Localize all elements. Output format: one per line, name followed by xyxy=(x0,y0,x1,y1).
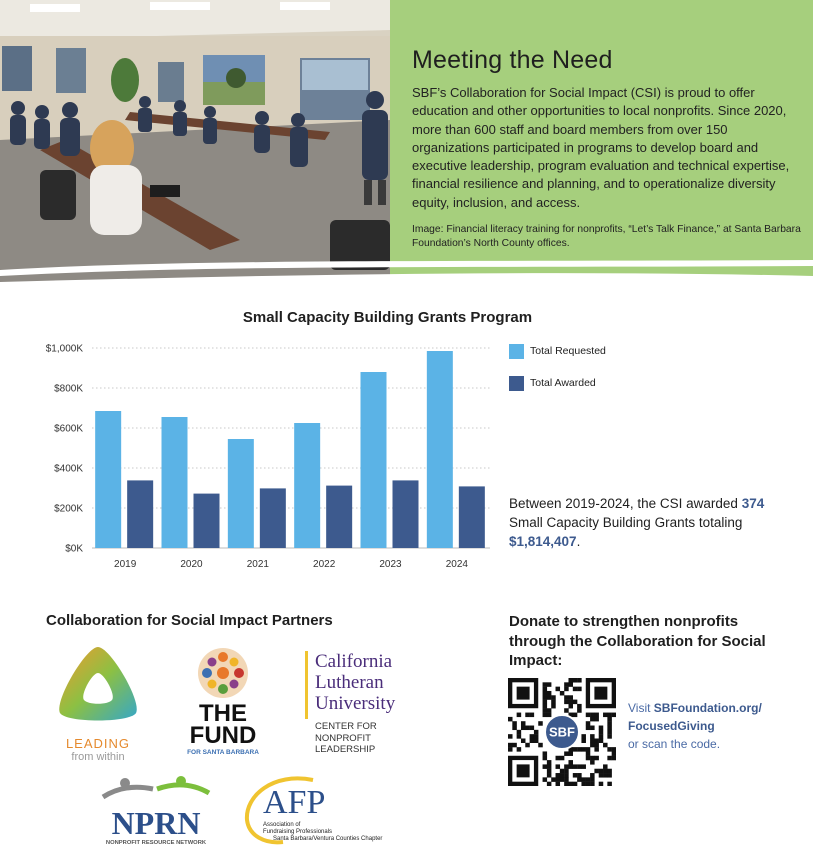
qr-module xyxy=(560,769,565,774)
clu-line1: California xyxy=(315,651,393,672)
qr-module xyxy=(547,713,552,718)
qr-module xyxy=(547,782,552,786)
legend-item-requested xyxy=(509,342,606,360)
qr-module xyxy=(564,782,569,786)
qr-module xyxy=(603,769,608,774)
qr-module xyxy=(508,747,513,752)
qr-module xyxy=(547,764,552,769)
qr-module xyxy=(599,773,604,778)
image-caption: Image: Financial literacy training for nonprofits, “Let’s Talk Finance,” at Santa Barbara Foundation’s North County offices. xyxy=(412,224,801,249)
qr-module xyxy=(530,726,535,731)
summary-lead: Between 2019-2024, the CSI awarded xyxy=(509,496,738,511)
qr-module xyxy=(586,782,591,786)
x-tick-label: 2019 xyxy=(114,559,137,570)
nprn-logo xyxy=(97,775,215,847)
qr-module xyxy=(530,713,535,718)
bar-total-requested-2024 xyxy=(427,351,453,548)
clu-line2: Lutheran xyxy=(315,672,384,693)
qr-module xyxy=(521,726,526,731)
afp-main: AFP xyxy=(263,784,326,821)
afp-sub1: Association of xyxy=(263,822,301,828)
grants-summary xyxy=(509,494,779,551)
bar-total-awarded-2023 xyxy=(393,480,419,548)
qr-module xyxy=(568,704,573,709)
qr-module xyxy=(586,747,591,752)
qr-module xyxy=(594,713,599,718)
qr-module xyxy=(573,713,578,718)
donate-qr-code[interactable] xyxy=(508,678,616,786)
qr-module xyxy=(564,687,569,692)
qr-module xyxy=(551,777,556,782)
legend-label-requested: Total Requested xyxy=(530,345,606,357)
y-tick-label: $200K xyxy=(54,503,83,515)
qr-module xyxy=(508,734,513,739)
page-title: Meeting the Need xyxy=(412,46,613,74)
afp-logo xyxy=(243,772,403,852)
y-tick-label: $1,000K xyxy=(45,343,83,355)
qr-module xyxy=(560,756,565,761)
bar-total-requested-2023 xyxy=(361,372,387,548)
qr-module xyxy=(612,747,616,752)
intro-paragraph: SBF’s Collaboration for Social Impact (CSI) is proud to offer education and other opportunities to local nonprofits. Since 2020, more than 600 staff and board members from over 150 organizations participated in programs to develop board and executive leadership, program evaluation and technical expertise, financial resilience and planning, and to operationalize diversity equity, inclusion, and access. xyxy=(412,85,790,210)
fund-line2: FUND xyxy=(189,722,257,749)
x-tick-label: 2023 xyxy=(379,559,402,570)
legend-item-awarded xyxy=(509,374,606,392)
qr-module xyxy=(564,682,569,687)
bar-total-awarded-2020 xyxy=(194,494,220,548)
qr-module xyxy=(607,734,612,739)
qr-module xyxy=(551,704,556,709)
qr-module xyxy=(538,721,543,726)
summary-total: $1,814,407 xyxy=(509,534,577,549)
qr-module xyxy=(564,764,569,769)
qr-module xyxy=(543,777,548,782)
qr-module xyxy=(543,756,548,761)
qr-module xyxy=(547,691,552,696)
qr-module xyxy=(599,769,604,774)
qr-module xyxy=(603,764,608,769)
qr-module xyxy=(568,678,573,683)
qr-module xyxy=(530,738,535,743)
bar-total-awarded-2024 xyxy=(459,486,485,548)
qr-module xyxy=(607,713,612,718)
qr-module xyxy=(590,773,595,778)
qr-module xyxy=(586,726,591,731)
qr-module xyxy=(543,708,548,713)
bar-total-requested-2019 xyxy=(95,411,121,548)
y-tick-label: $600K xyxy=(54,423,83,435)
qr-module xyxy=(525,726,530,731)
qr-module xyxy=(521,721,526,726)
qr-module xyxy=(534,734,539,739)
qr-module xyxy=(521,738,526,743)
bar-total-awarded-2021 xyxy=(260,488,286,548)
qr-module xyxy=(564,777,569,782)
qr-module xyxy=(612,751,616,756)
nprn-main: NPRN xyxy=(111,805,201,841)
legend-swatch-awarded xyxy=(509,376,524,391)
qr-module xyxy=(590,738,595,743)
qr-module xyxy=(547,708,552,713)
qr-module xyxy=(568,751,573,756)
qr-module xyxy=(594,738,599,743)
leading-from-within-logo xyxy=(50,643,146,763)
qr-module xyxy=(564,769,569,774)
intro-panel xyxy=(412,46,802,250)
qr-module xyxy=(543,695,548,700)
x-tick-label: 2024 xyxy=(445,559,468,570)
qr-module xyxy=(573,764,578,769)
qr-module xyxy=(607,769,612,774)
qr-module xyxy=(547,695,552,700)
qr-module xyxy=(581,734,586,739)
qr-module xyxy=(556,773,561,778)
qr-module xyxy=(568,764,573,769)
qr-module xyxy=(538,743,543,748)
qr-module xyxy=(599,738,604,743)
y-tick-label: $0K xyxy=(65,543,83,555)
qr-module xyxy=(607,773,612,778)
x-tick-label: 2022 xyxy=(313,559,336,570)
qr-module xyxy=(594,743,599,748)
legend-swatch-requested xyxy=(509,344,524,359)
qr-finder-core xyxy=(517,687,530,700)
qr-module xyxy=(547,760,552,765)
qr-finder-core xyxy=(517,764,530,777)
header-band xyxy=(0,0,813,282)
qr-module xyxy=(517,734,522,739)
qr-module xyxy=(543,687,548,692)
qr-module xyxy=(543,713,548,718)
y-tick-label: $400K xyxy=(54,463,83,475)
qr-module xyxy=(508,743,513,748)
afp-sub3: Santa Barbara/Ventura Counties Chapter xyxy=(273,836,383,842)
visit-text xyxy=(628,699,813,753)
qr-module xyxy=(517,713,522,718)
qr-module xyxy=(564,751,569,756)
bar-total-requested-2020 xyxy=(162,417,188,548)
qr-module xyxy=(573,700,578,705)
clu-sub3: LEADERSHIP xyxy=(315,744,376,755)
qr-module xyxy=(568,700,573,705)
qr-module xyxy=(517,730,522,735)
bar-total-awarded-2022 xyxy=(326,486,352,548)
qr-module xyxy=(512,721,517,726)
qr-module xyxy=(577,687,582,692)
qr-module xyxy=(603,773,608,778)
bar-total-requested-2022 xyxy=(294,423,320,548)
nprn-people-icon xyxy=(97,775,215,803)
nprn-sub: NONPROFIT RESOURCE NETWORK xyxy=(105,840,207,846)
qr-module xyxy=(534,738,539,743)
qr-module xyxy=(543,751,548,756)
qr-module xyxy=(530,734,535,739)
qr-module xyxy=(577,678,582,683)
qr-module xyxy=(590,782,595,786)
qr-module xyxy=(556,777,561,782)
clu-line3: University xyxy=(315,693,396,714)
clu-logo xyxy=(305,651,425,761)
qr-module xyxy=(573,678,578,683)
qr-module xyxy=(581,764,586,769)
qr-module xyxy=(543,764,548,769)
chart-title: Small Capacity Building Grants Program xyxy=(242,309,533,326)
qr-module xyxy=(525,713,530,718)
qr-module xyxy=(577,773,582,778)
bar-total-requested-2021 xyxy=(228,439,254,548)
the-fund-logo xyxy=(183,647,263,759)
qr-module xyxy=(577,747,582,752)
fund-line1: THE xyxy=(199,700,247,727)
qr-module xyxy=(512,726,517,731)
x-tick-label: 2020 xyxy=(180,559,203,570)
fund-mandala-icon xyxy=(197,647,249,699)
qr-module xyxy=(607,721,612,726)
clu-sub1: CENTER FOR xyxy=(315,721,377,732)
qr-module xyxy=(560,773,565,778)
qr-module xyxy=(599,726,604,731)
qr-module xyxy=(568,695,573,700)
qr-module xyxy=(573,782,578,786)
qr-module xyxy=(577,764,582,769)
qr-module xyxy=(586,777,591,782)
qr-module xyxy=(590,760,595,765)
partners-title: Collaboration for Social Impact Partners xyxy=(46,612,333,629)
qr-module xyxy=(512,743,517,748)
qr-module xyxy=(573,687,578,692)
qr-module xyxy=(607,782,612,786)
qr-module xyxy=(590,743,595,748)
qr-module xyxy=(564,700,569,705)
fund-line3: FOR SANTA BARBARA xyxy=(187,749,259,756)
qr-module xyxy=(581,782,586,786)
qr-module xyxy=(556,756,561,761)
clu-gold-bar xyxy=(305,651,308,719)
qr-module xyxy=(607,730,612,735)
qr-finder-core xyxy=(594,687,607,700)
qr-center-label: SBF xyxy=(549,724,575,740)
qr-module xyxy=(508,717,513,722)
y-tick-label: $800K xyxy=(54,383,83,395)
x-tick-label: 2021 xyxy=(246,559,269,570)
summary-middle: Small Capacity Building Grants totaling xyxy=(509,515,743,530)
qr-module xyxy=(594,747,599,752)
leading-triangle-icon xyxy=(50,643,146,725)
qr-module xyxy=(525,743,530,748)
qr-module xyxy=(607,756,612,761)
donate-link-part1[interactable]: SBFoundation.org/ xyxy=(653,701,762,715)
qr-module xyxy=(594,717,599,722)
qr-module xyxy=(586,713,591,718)
summary-count: 374 xyxy=(741,496,765,511)
qr-module xyxy=(590,734,595,739)
legend-label-awarded: Total Awarded xyxy=(530,377,596,389)
qr-module xyxy=(590,713,595,718)
qr-module xyxy=(551,700,556,705)
qr-module xyxy=(568,760,573,765)
donate-link-part2[interactable]: FocusedGiving xyxy=(628,719,715,733)
qr-module xyxy=(607,726,612,731)
qr-module xyxy=(577,708,582,713)
qr-module xyxy=(581,747,586,752)
qr-module xyxy=(581,738,586,743)
afp-sub2: Fundraising Professionals xyxy=(263,829,333,835)
qr-module xyxy=(560,777,565,782)
qr-module xyxy=(577,704,582,709)
qr-module xyxy=(581,777,586,782)
bar-total-awarded-2019 xyxy=(127,480,153,548)
qr-module xyxy=(517,747,522,752)
qr-module xyxy=(547,682,552,687)
qr-module xyxy=(568,682,573,687)
qr-module xyxy=(599,782,604,786)
summary-end: . xyxy=(576,534,581,549)
qr-module xyxy=(543,700,548,705)
qr-module xyxy=(590,717,595,722)
qr-module xyxy=(547,773,552,778)
qr-module xyxy=(599,730,604,735)
qr-module xyxy=(543,691,548,696)
qr-module xyxy=(547,769,552,774)
qr-module xyxy=(573,773,578,778)
qr-module xyxy=(594,769,599,774)
grants-bar-chart xyxy=(0,336,500,576)
qr-module xyxy=(577,777,582,782)
donate-title: Donate to strengthen nonprofits through the Collaboration for Social Impact: xyxy=(509,613,766,669)
qr-module xyxy=(603,743,608,748)
qr-module xyxy=(551,695,556,700)
qr-module xyxy=(564,708,569,713)
qr-module xyxy=(586,721,591,726)
qr-module xyxy=(594,756,599,761)
qr-module xyxy=(556,764,561,769)
qr-module xyxy=(590,756,595,761)
qr-module xyxy=(607,747,612,752)
qr-module xyxy=(599,734,604,739)
qr-module xyxy=(607,717,612,722)
visit-prefix: Visit xyxy=(628,701,654,715)
qr-module xyxy=(586,751,591,756)
qr-module xyxy=(564,773,569,778)
qr-module xyxy=(586,756,591,761)
leading-line1: LEADING xyxy=(65,736,131,751)
qr-module xyxy=(556,782,561,786)
qr-module xyxy=(603,713,608,718)
qr-module xyxy=(590,726,595,731)
qr-module xyxy=(573,747,578,752)
qr-module xyxy=(543,682,548,687)
clu-sub2: NONPROFIT xyxy=(315,732,371,744)
qr-module xyxy=(612,713,616,718)
leading-line2: from within xyxy=(71,751,125,763)
qr-module xyxy=(568,782,573,786)
qr-module xyxy=(534,730,539,735)
scan-instruction: or scan the code. xyxy=(628,737,721,751)
qr-module xyxy=(543,704,548,709)
qr-module xyxy=(564,695,569,700)
qr-module xyxy=(590,777,595,782)
qr-module xyxy=(612,756,616,761)
qr-module xyxy=(560,691,565,696)
qr-module xyxy=(556,687,561,692)
chart-legend xyxy=(509,342,606,406)
